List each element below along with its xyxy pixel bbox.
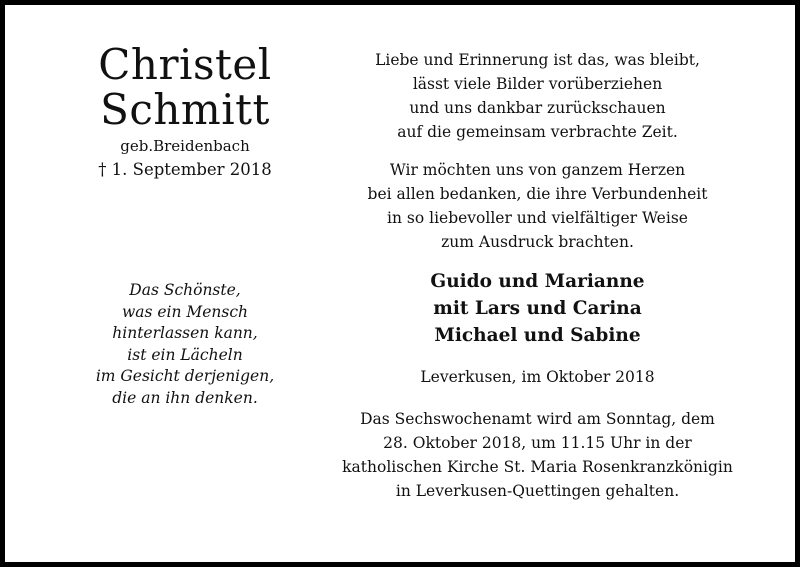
verse-line: Liebe und Erinnerung ist das, was bleibt, (375, 51, 700, 69)
verse-block (330, 48, 745, 144)
family-line: Guido und Marianne (430, 271, 645, 292)
message-column (330, 48, 745, 503)
place-date: Leverkusen, im Oktober 2018 (420, 368, 655, 386)
verse-line: und uns dankbar zurückschauen (409, 99, 666, 117)
family-line: Michael und Sabine (434, 325, 641, 346)
service-block (330, 407, 745, 503)
quote-line: im Gesicht derjenigen, (95, 367, 275, 385)
quote-line: was ein Mensch (121, 302, 249, 321)
service-line: 28. Oktober 2018, um 11.15 Uhr in der (383, 434, 692, 452)
verse-line: auf die gemeinsam verbrachte Zeit. (397, 123, 678, 141)
thanks-line: Wir möchten uns von ganzem Herzen (389, 161, 686, 179)
first-name: Christel (98, 40, 272, 89)
thanks-line: in so liebevoller und vielfältiger Weise (387, 209, 688, 227)
quote-line: Das Schönste, (129, 281, 241, 299)
service-line: in Leverkusen-Quettingen gehalten. (395, 482, 680, 500)
service-line: katholischen Kirche St. Maria Rosenkranzkönigin (342, 458, 733, 476)
quote-line: die an ihn denken. (112, 388, 258, 407)
thanks-line: bei allen bedanken, die ihre Verbundenheit (367, 185, 708, 203)
service-line: Das Sechswochenamt wird am Sonntag, dem (360, 410, 715, 428)
family-line: mit Lars und Carina (433, 298, 642, 319)
quote-line: ist ein Lächeln (127, 345, 243, 364)
thanks-line: zum Ausdruck brachten. (441, 233, 634, 251)
thanks-block (330, 158, 745, 254)
last-name: Schmitt (100, 85, 270, 134)
maiden-name: geb.Breidenbach (120, 137, 250, 155)
verse-line: lässt viele Bilder vorüberziehen (412, 75, 663, 93)
deceased-block (60, 42, 310, 181)
death-date: † 1. September 2018 (98, 160, 272, 179)
quote-line: hinterlassen kann, (112, 324, 258, 342)
family-names (330, 268, 745, 349)
memorial-quote (55, 280, 315, 409)
